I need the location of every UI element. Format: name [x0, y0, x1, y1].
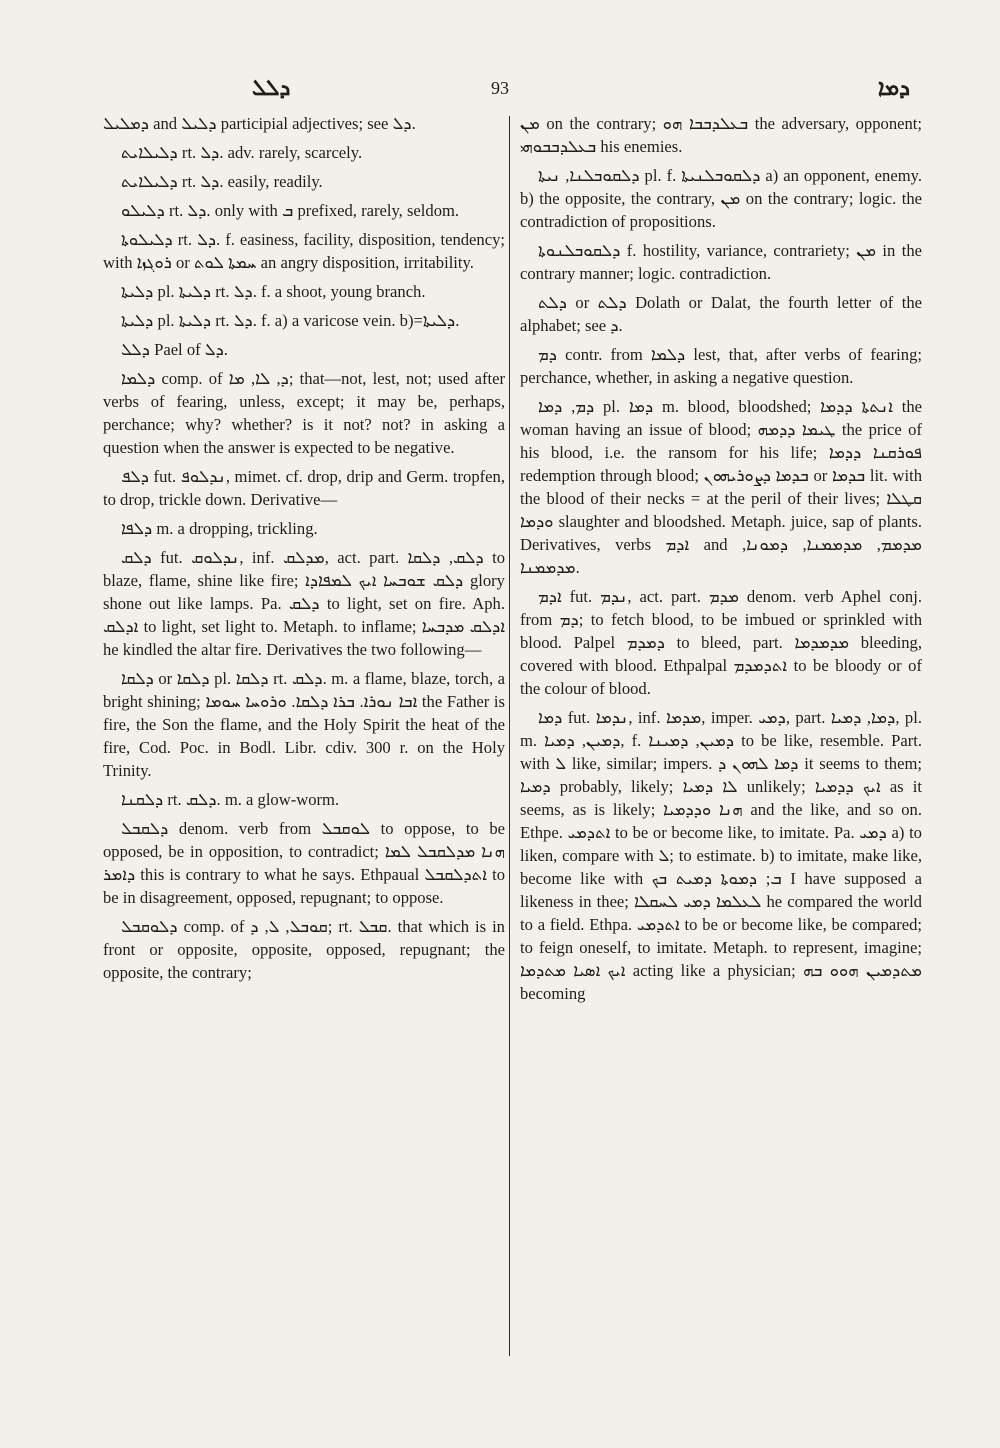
column-divider [509, 116, 510, 1356]
entry: ܕܠܦ fut. ܢܕܠܘܦ, mimet. cf. drop, drip and Germ. tropfen, to drop, trickle down. Derivative— [103, 467, 505, 509]
entry: ܡܢ on the contrary; ܒܥܠܕܒܒܐ ܗܘ the adversary, opponent; ܒܥܠܕܒܒܘܗܝ his enemies. [520, 114, 923, 156]
entry: ܕܠܩܒܠ denom. verb from ܠܘܩܒܠ to oppose, to be opposed, be in opposition, to contradict; ܗܢܐ ܡܕܠܩܒܠ ܠܡܐ ܕܐܡܪ this is contrary to what he says. Ethpaual ܐܬܕܠܩܒܠ to be in disagreement, opposed, repugnant; to oppose. [103, 819, 505, 907]
entry: ܕܠܝܠܐܝܬ rt. ܕܠ. easily, readily. [121, 172, 323, 191]
entry: ܕܡܐ fut. ܢܕܡܐ, inf. ܡܕܡܐ, imper. ܕܡܝ, part. ܕܡܐ, ܕܡܝܐ, pl. m. ܕܡܝܢ, ܕܡܝܐ, f. ܕܡܝܢ, ܕܡܝܢܐ to be like, resemble. Part. with ܠ like, similar; impers. ܕܡܐ ܠܗܘܢ ܕ it seems to them; ܕܡܝܐ probably, likely; ܠܐ ܕܡܝܐ unlikely; ܐܝܟ ܕܕܡܝܐ as it seems, as is likely; ܗܢܐ ܘܕܕܡܝܐ and the like, and so on. Ethpe. ܐܬܕܡܝ to be or become like, to imitate. Pa. ܕܡܝ a) to liken, compare with ܠ; to estimate. b) to imitate, make like, become like with ܒ; ܕܡܘܬܐ ܕܡܝܬ ܒܟ I have supposed a likeness in thee; ܠܥܠܡܐ ܕܡܝ ܠܚܩܠܐ he compared the world to a field. Ethpa. ܐܬܕܡܝ to be or become like, be compared; to feign oneself, to imitate. Metaph. to represent, imagine; ܐܝܟ ܐܣܝܐ ܡܬܕܡܐ acting like a physician; ܡܬܕܡܝܢ ܗܘܘ ܒܗ becoming [520, 708, 923, 1003]
page-number: 93 [491, 78, 509, 98]
entry: ܕܠܝܠܐܝܬ rt. ܕܠ. adv. rarely, scarcely. [121, 143, 363, 162]
entry: ܕܠܝܬܐ pl. ܕܠܝܬܐ rt. ܕܠ. f. a) a varicose vein. b)=ܕܠܝܬܐ. [121, 311, 460, 330]
entry: ܕܠܝܠܘ rt. ܕܠ. only with ܒ prefixed, rarely, seldom. [121, 201, 460, 220]
entry: ܕܠܬ or ܕܠܬ Dolath or Dalat, the fourth letter of the alphabet; see ܕ. [520, 293, 923, 335]
left-column [103, 112, 505, 990]
entry: ܕܡܠܝܠ and ܕܠܝܠ participial adjectives; see ܕܠ. [103, 114, 416, 133]
entry: ܕܠܩܘܒܠܢܐ, ܢܝܬܐ pl. f. ܕܠܩܘܒܠܢܝܬܐ a) an opponent, enemy. b) the opposite, the contrary, ܡܢ on the contrary; logic. the contradiction of propositions. [520, 166, 922, 231]
entry: ܕܡ contr. from ܕܠܡܐ lest, that, after verbs of fearing; perchance, whether, in asking a negative question. [520, 345, 922, 387]
entry: ܕܠܩ fut. ܢܕܠܘܩ, inf. ܡܕܠܩ, act. part. ܕܠܩ, ܕܠܩܐ to blaze, flame, shine like fire; ܕܠܩ ܫܘܒܚܐ ܐܝܟ ܠܡܦܐܕܐ glory shone out like lamps. Pa. ܕܠܩ to light, set on fire. Aph. ܐܕܠܩ to light, set light to. Metaph. to inflame; ܐܕܠܩ ܡܕܒܚܐ he kindled the altar fire. Derivatives the two following— [103, 548, 506, 659]
entry: ܕܠܘܩܒܠ comp. of ܩܘܒܠ, ܠ, ܕ; rt. ܩܒܠ. that which is in front or opposite, opposite, opposed, repugnant; the opposite, the contrary; [103, 917, 505, 982]
entry: ܕܠܠ Pael of ܕܠ. [121, 340, 228, 359]
entry: ܐܕܡ fut. ܢܕܡ, act. part. ܡܕܡ denom. verb Aphel conj. from ܕܡ; to fetch blood, to be imbued or sprinkled with blood. Palpel ܕܡܕܡ to bleed, part. ܡܕܡܕܡܐ bleeding, covered with blood. Ethpalpal ܐܬܕܡܕܡ to be bloody or of the colour of blood. [520, 587, 923, 698]
entry: ܕܠܝܬܐ pl. ܕܠܝܬܐ rt. ܕܠ. f. a shoot, young branch. [121, 282, 426, 301]
right-column [520, 112, 922, 1011]
header-left-word: ܕܠܠ [252, 76, 291, 101]
header-right-word: ܕܡܐ [877, 76, 910, 101]
page-header [90, 74, 910, 110]
entry: ܕܠܡܐ comp. of ܕ, ܠܐ, ܡܐ; that—not, lest, not; used after verbs of fearing, unless, except; it may be, perhaps, perchance; why? whether? is it not? not? in asking a question when the answer is expected to be negative. [103, 369, 505, 457]
entry: ܕܠܩܘܒܠܢܘܬܐ f. hostility, variance, contrariety; ܡܢ in the contrary manner; logic. contradiction. [520, 241, 922, 283]
entry: ܕܠܩܐ or ܕܠܩܐ pl. ܕܠܩܐ rt. ܕܠܩ. m. a flame, blaze, torch, a bright shining; ܐܒܐ ܢܘܪܐ. ܒܪܐ ܕܠܩܐ. ܘܪܘܚܐ ܚܘܡܐ the Father is fire, the Son the flame, and the Holy Spirit the heat of the fire, Cod. Poc. in Bodl. Libr. cdiv. 300 r. on the Holy Trinity. [103, 669, 505, 780]
entry: ܕܠܝܠܘܬܐ rt. ܕܠ. f. easiness, facility, disposition, tendency; with ܪܘܓܙܐ or ܚܡܬܐ ܠܘܬ an angry disposition, irritability. [103, 230, 505, 272]
entry: ܕܠܦܐ m. a dropping, trickling. [121, 519, 318, 538]
entry: ܕܡ, ܕܡܐ pl. ܕܡܐ m. blood, bloodshed; ܐܢܬܬܐ ܕܕܡܐ the woman having an issue of blood; ܛܝܡܐ ܕܕܡܗ the price of his blood, i.e. the ransom for his life; ܦܘܪܩܢܐ ܕܕܡܐ redemption through blood; ܒܕܡܐ ܕܨܘܪܝܗܘܢ or ܒܕܡܐ lit. with the blood of their necks = at the peril of their lives; ܩܛܠܐ ܘܕܡܐ slaughter and bloodshed. Metaph. juice, sap of plants. Derivatives, verbs ܐܕܡ and ܡܕܡܡ, ܡܕܡܡܢܐ, ܕܡܘܢܐ, ܡܕܡܡܢܐ. [520, 397, 923, 577]
entry: ܕܠܩܢܐ rt. ܕܠܩ. m. a glow-worm. [121, 790, 340, 809]
